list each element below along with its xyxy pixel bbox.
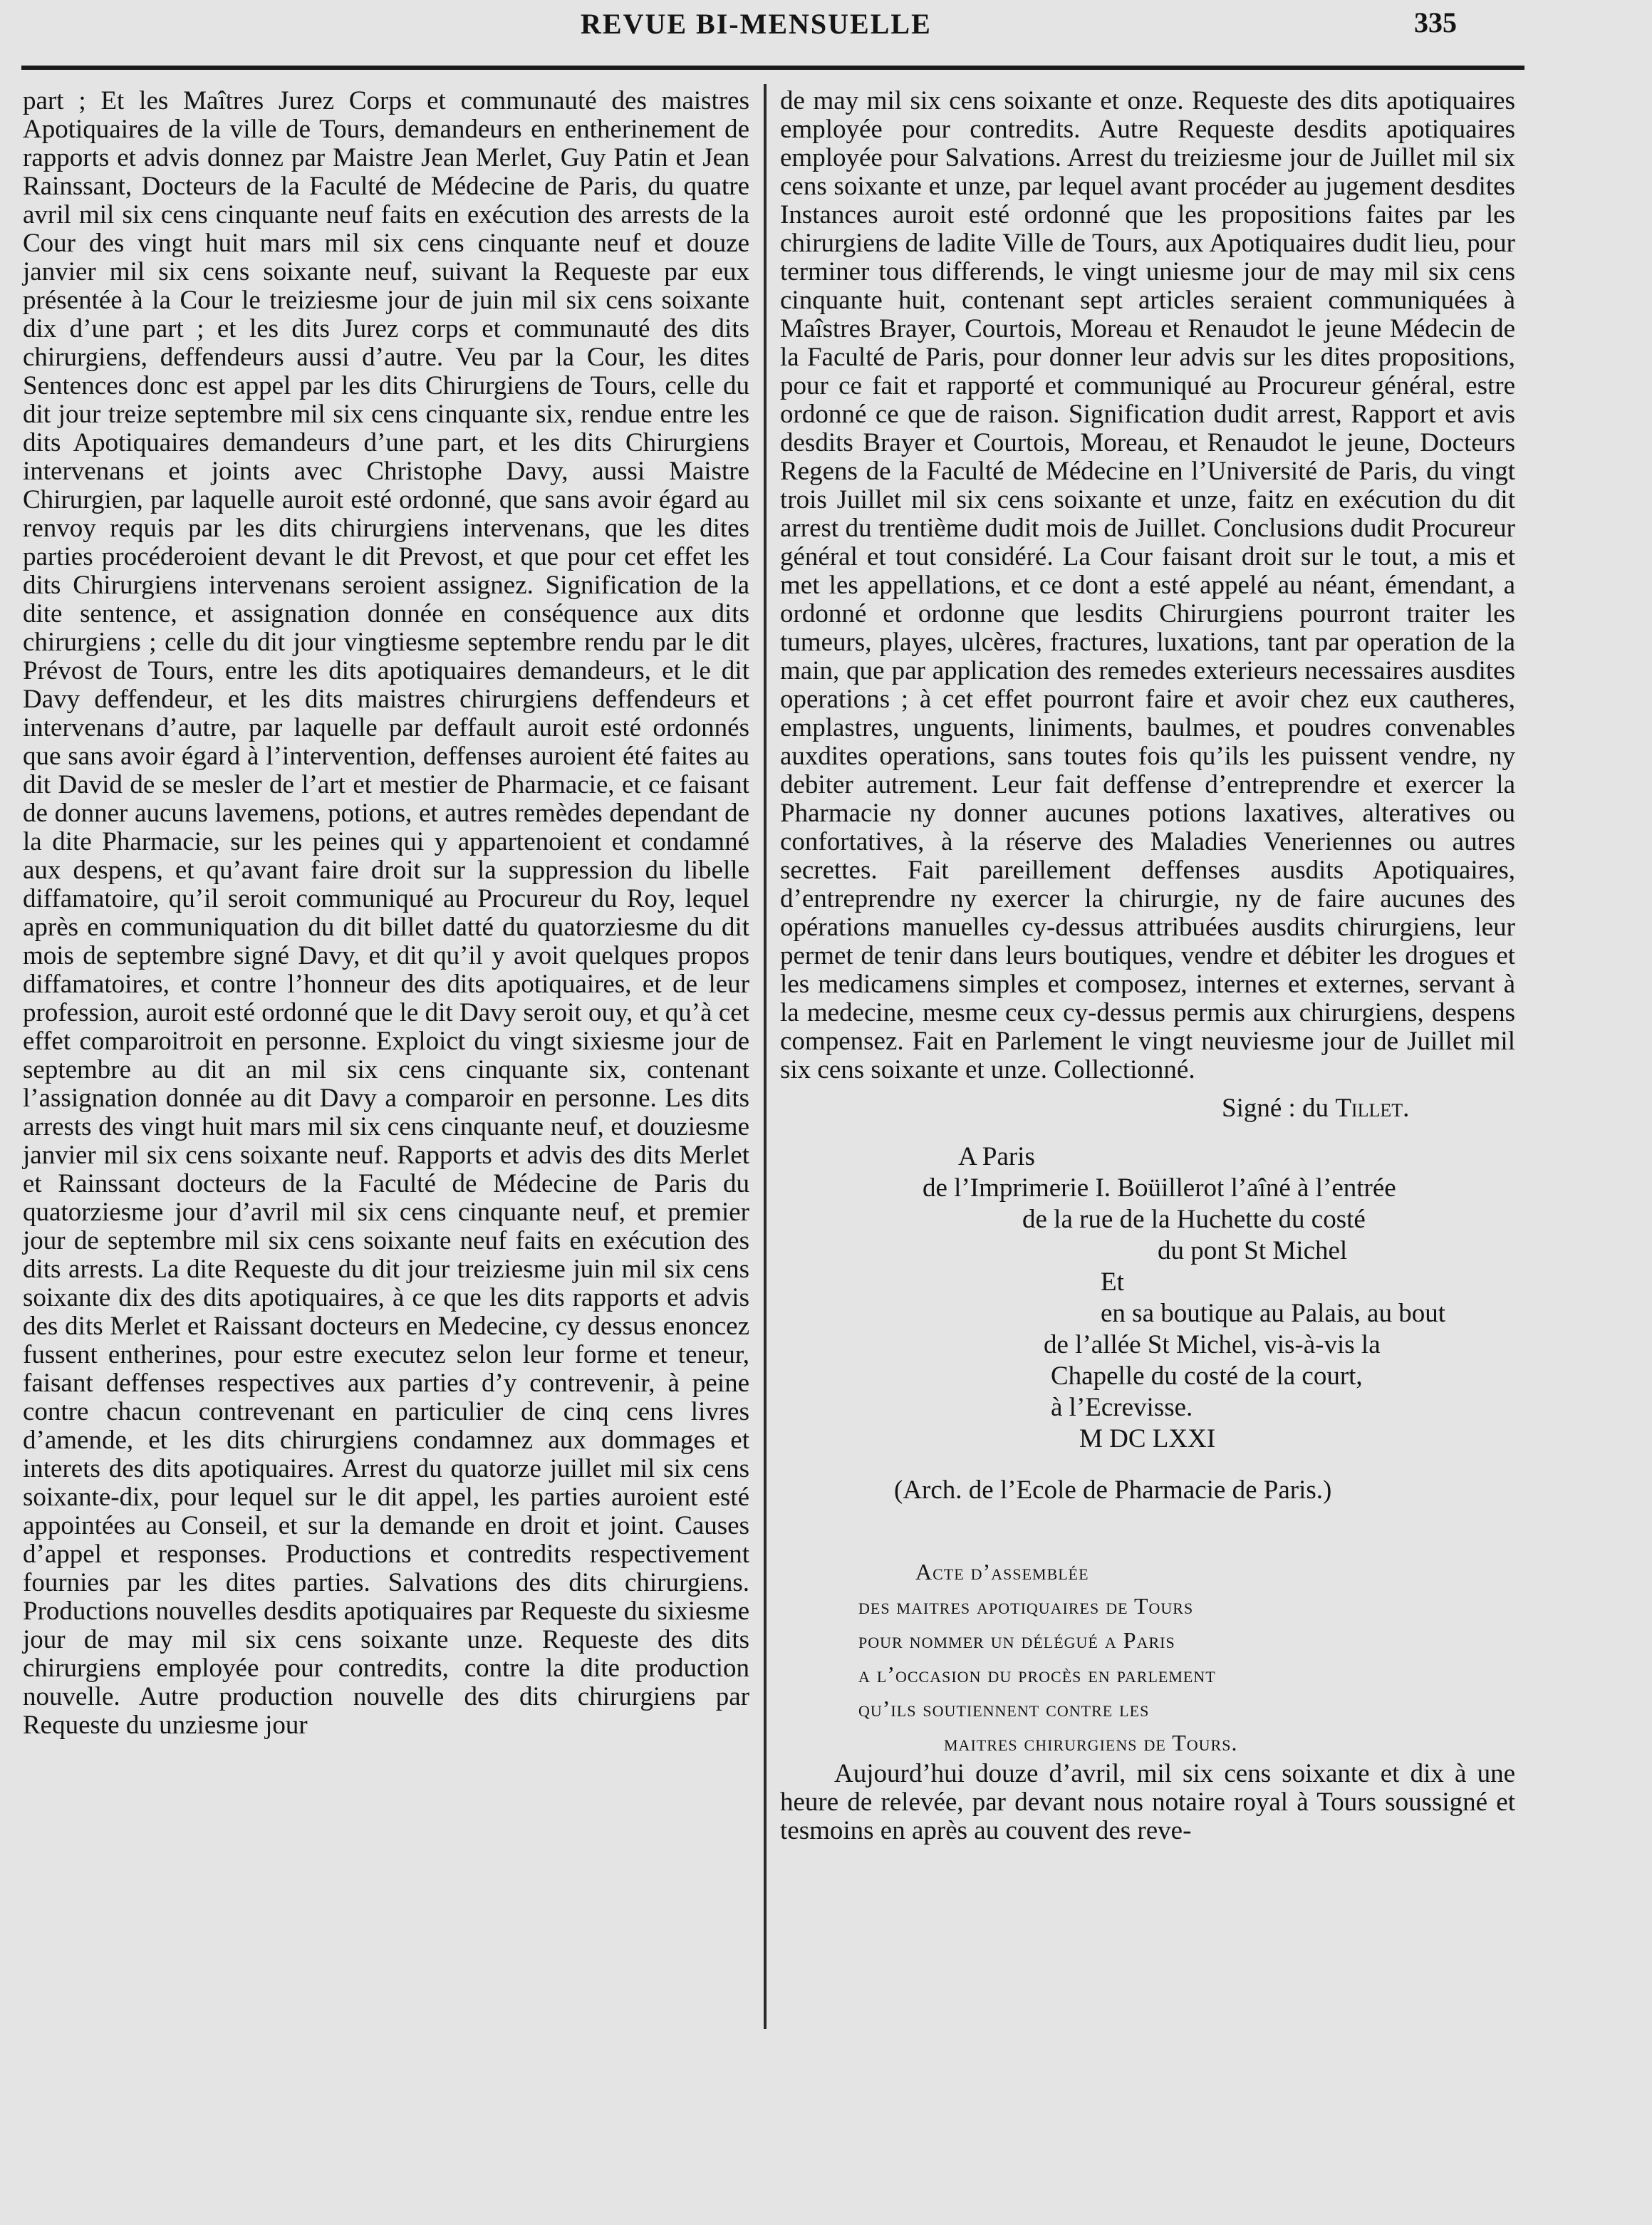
signature-prefix: Signé : du bbox=[1222, 1094, 1329, 1123]
imprint-line: de la rue de la Huchette du costé bbox=[1022, 1205, 1366, 1234]
act-heading-line: des maitres apotiquaires de Tours bbox=[858, 1593, 1194, 1619]
imprint-line: à l’Ecrevisse. bbox=[1051, 1393, 1193, 1422]
imprint-line: Et bbox=[1101, 1267, 1124, 1297]
right-column bbox=[780, 87, 1515, 1845]
act-heading-line: a l’occasion du procès en parlement bbox=[858, 1661, 1216, 1687]
page-header bbox=[21, 6, 1524, 43]
signature bbox=[780, 1094, 1515, 1123]
running-title: REVUE BI-MENSUELLE bbox=[581, 8, 932, 40]
imprint-line: A Paris bbox=[958, 1142, 1035, 1171]
imprint-line: du pont St Michel bbox=[1158, 1236, 1348, 1265]
left-column bbox=[23, 87, 749, 1740]
header-rule bbox=[21, 66, 1524, 70]
act-heading-line: pour nommer un délégué a Paris bbox=[858, 1627, 1175, 1653]
imprint-date: M DC LXXI bbox=[1079, 1424, 1216, 1453]
signature-name: Tillet. bbox=[1335, 1094, 1410, 1123]
right-column-text: de may mil six cens soixante et onze. Requeste des dits apotiquaires employée pour contredits. Autre Requeste desdits apotiquaires employée pour Salvations. Arrest du treiziesme jour de Juillet mil six cens soixante et unze, par lequel avant procéder au jugement desdites Instances auroit esté ordonné que les propositions faites par les chirurgiens de ladite Ville de Tours, aux Apotiquaires dudit lieu, pour terminer tous differends, le vingt uniesme jour de may mil six cens cinquante huit, contenant sept articles seraient communiquées à Maîstres Brayer, Courtois, Moreau et Renaudot le jeune Médecin de la Faculté de Paris, pour donner leur advis sur les dites propositions, pour ce fait et rapporté et communiqué au Procureur général, estre ordonné ce que de raison. Signification dudit arrest, Rapport et avis desdits Brayer et Courtois, Moreau, et Renaudot le jeune, Docteurs Regens de la Faculté de Médecine en l’Université de Paris, du vingt trois Juillet mil six cens soixante et unze, faitz en exécution du dit arrest du trentième dudit mois de Juillet. Conclusions dudit Procureur général et tout considéré. La Cour faisant droit sur le tout, a mis et met les appellations, et ce dont a esté appelé au néant, émendant, a ordonné et ordonne que lesdits Chirurgiens pourront traiter les tumeurs, playes, ulcères, fractures, luxations, tant par operation de la main, que par application des remedes exterieurs necessaires ausdites operations ; à cet effet pourront faire et avoir chez eux cautheres, emplastres, unguents, liniments, baulmes, et poudres convenables auxdites operations, sans toutes fois qu’ils les puissent vendre, ny debiter autrement. Leur fait deffense d’entreprendre et exercer la Pharmacie ny donner aucunes potions laxatives, alteratives ou confortatives, à la réserve des Maladies Veneriennes ou autres secrettes. Fait pareillement deffenses ausdits Apotiquaires, d’entreprendre ny exercer la chirurgie, ny de faire aucunes des opérations manuelles cy-dessus attribuées ausdits chirurgiens, leur permet de tenir dans leurs boutiques, vendre et débiter les drogues et les medicamens simples et composez, internes et externes, servant à la medecine, mesme ceux cy-dessus permis aux chirurgiens, despens compensez. Fait en Parlement le vingt neuviesme jour de Juillet mil six cens soixante et unze. Collectionné. bbox=[780, 86, 1515, 1084]
archive-reference: (Arch. de l’Ecole de Pharmacie de Paris.) bbox=[894, 1475, 1332, 1505]
act-heading-line: Acte d’assemblée bbox=[915, 1559, 1089, 1585]
imprint-line: de l’allée St Michel, vis-à-vis la bbox=[1044, 1330, 1381, 1359]
act-heading bbox=[780, 1555, 1515, 1760]
left-column-text: part ; Et les Maîtres Jurez Corps et communauté des maistres Apotiquaires de la ville de Tours, demandeurs en entherinement de rapports et advis donnez par Maistre Jean Merlet, Guy Patin et Jean Rainssant, Docteurs de la Faculté de Médecine de Paris, du quatre avril mil six cens cinquante neuf faits en exécution des arrests de la Cour des vingt huit mars mil six cens cinquante neuf et douze janvier mil six cens soixante neuf, suivant la Requeste par eux présentée à la Cour le treiziesme jour de juin mil six cens soixante dix d’une part ; et les dits Jurez corps et communauté des dits chirurgiens, deffendeurs aussi d’autre. Veu par la Cour, les dites Sentences donc est appel par les dits Chirurgiens de Tours, celle du dit jour treize septembre mil six cens cinquante six, rendue entre les dits Apotiquaires demandeurs d’une part, et les dits Chirurgiens intervenans et joints avec Christophe Davy, aussi Maistre Chirurgien, par laquelle auroit esté ordonné, que sans avoir égard au renvoy requis par les dits chirurgiens intervenans, que les dites parties procéderoient devant le dit Prevost, et que pour cet effet les dits Chirurgiens intervenans seroient assignez. Signification de la dite sentence, et assignation donnée en conséquence aux dits chirurgiens ; celle du dit jour vingtiesme septembre rendu par le dit Prévost de Tours, entre les dits apotiquaires demandeurs, et le dit Davy deffendeur, et les dits maistres chirurgiens deffendeurs et intervenans d’autre, par laquelle par deffault auroit esté ordonnés que sans avoir égard à l’intervention, deffenses auroient été faites au dit David de se mesler de l’art et mestier de Pharmacie, et ce faisant de donner aucuns lavemens, potions, et autres remèdes dependant de la dite Pharmacie, sur les peines qui y appartenoient et condamné aux despens, et qu’avant faire droit sur la suppression du libelle diffamatoire, qu’il seroit communiqué au Procureur du Roy, lequel après en communiquation du dit billet datté du quatorziesme du dit mois de septembre signé Davy, et dit qu’il y avoit quelques propos diffamatoires, et contre l’honneur des dits apotiquaires, et de leur profession, auroit esté ordonné que le dit Davy seroit ouy, et qu’à cet effet comparoitroit en personne. Exploict du vingt sixiesme jour de septembre au dit an mil six cens cinquante six, contenant l’assignation donnée au dit Davy a comparoir en personne. Les dits arrests des vingt huit mars mil six cens cinquante neuf, et douziesme janvier mil six cens soixante neuf. Rapports et advis des dits Merlet et Rainssant docteurs de la Faculté de Médecine de Paris du quatorziesme jour d’avril mil six cens cinquante neuf, et premier jour de septembre mil six cens soixante neuf faits en exécution des dits arrests. La dite Requeste du dit jour treiziesme juin mil six cens soixante dix des dits apotiquaires, à ce que les dits rapports et advis des dits Merlet et Raissant docteurs en Medecine, cy dessus enoncez fussent entherines, pour estre executez selon leur forme et teneur, faisant deffenses respectives aux parties d’y contrevenir, à peine contre chacun contrevenant en particulier de cinq cens livres d’amende, et les dits chirurgiens condamnez aux dommages et interets des dits apotiquaires. Arrest du quatorze juillet mil six cens soixante-dix, pour lequel sur le dit appel, les parties auroient esté appointées au Conseil, et sur la demande en droit et joint. Causes d’appel et responses. Productions et contredits respectivement fournies par les dites parties. Salvations des dits chirurgiens. Productions nouvelles desdits apotiquaires par Requeste du sixiesme jour de may mil six cens soixante unze. Requeste des dits chirurgiens employée pour contredits, contre la dite production nouvelle. Autre production nouvelle des dits chirurgiens par Requeste du unziesme jour bbox=[23, 86, 749, 1740]
imprint-line: en sa boutique au Palais, au bout bbox=[1101, 1299, 1445, 1328]
act-heading-line: maitres chirurgiens de Tours. bbox=[944, 1730, 1238, 1755]
imprint-line: Chapelle du costé de la court, bbox=[1051, 1362, 1363, 1391]
column-divider bbox=[764, 84, 767, 2029]
act-heading-line: qu’ils soutiennent contre les bbox=[858, 1696, 1150, 1721]
imprint-line: de l’Imprimerie I. Boüillerot l’aîné à l’entrée bbox=[923, 1173, 1396, 1203]
imprint-block bbox=[780, 1141, 1515, 1455]
act-body-text: Aujourd’hui douze d’avril, mil six cens soixante et dix à une heure de relevée, par devant nous notaire royal à Tours soussigné et tesmoins en après au couvent des reve- bbox=[780, 1759, 1515, 1845]
page-number: 335 bbox=[1414, 6, 1457, 38]
